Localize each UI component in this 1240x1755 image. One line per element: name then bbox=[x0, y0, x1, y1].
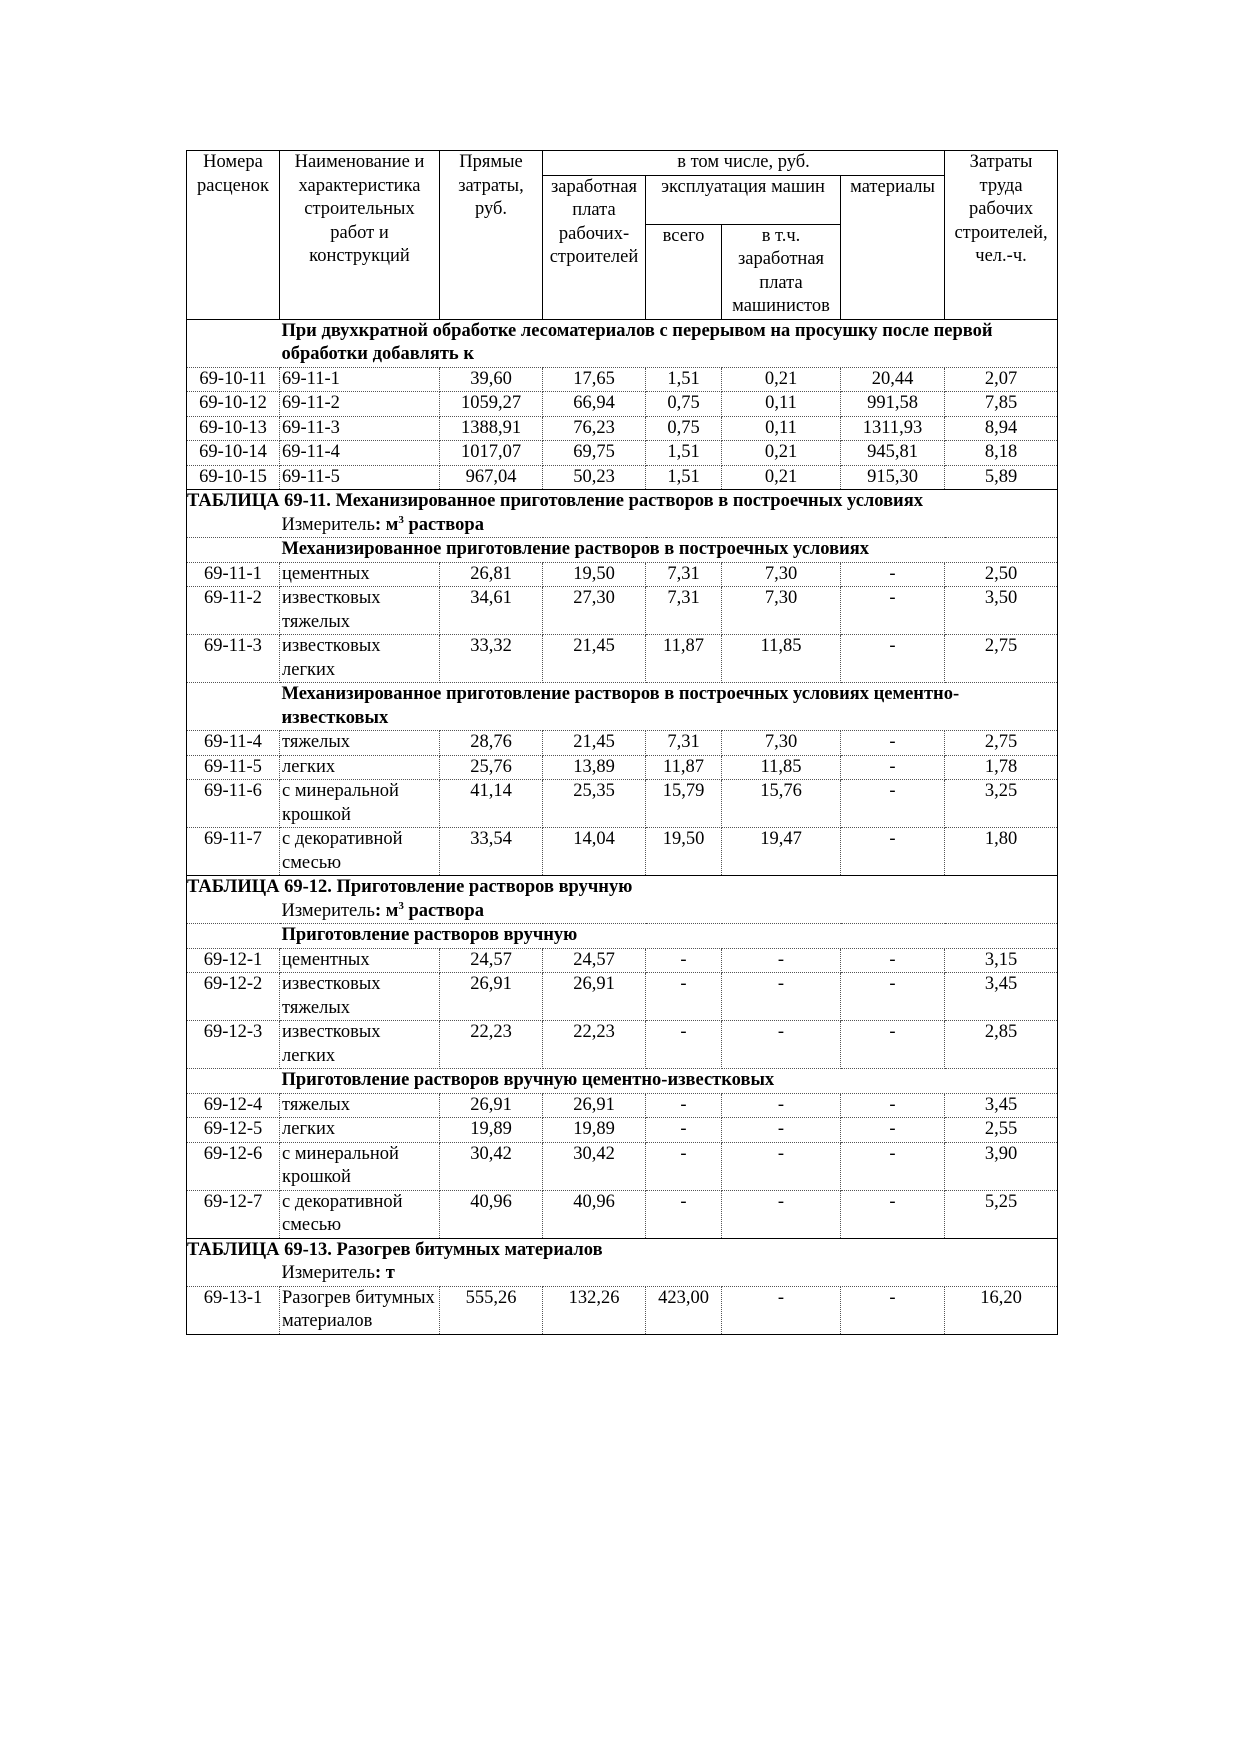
cell-labor-costs: 8,94 bbox=[945, 416, 1058, 441]
cell-labor-costs: 5,89 bbox=[945, 465, 1058, 490]
cell-wages: 40,96 bbox=[543, 1190, 646, 1238]
cell-machines-total: - bbox=[646, 948, 722, 973]
cell-wages: 66,94 bbox=[543, 392, 646, 417]
rates-table bbox=[186, 150, 1058, 1335]
cell-materials: 945,81 bbox=[841, 441, 945, 466]
cell-materials: 1311,93 bbox=[841, 416, 945, 441]
cell-rate-number: 69-12-1 bbox=[187, 948, 280, 973]
cell-work-name: легких bbox=[280, 755, 440, 780]
cell-wages: 21,45 bbox=[543, 635, 646, 683]
measure-row bbox=[187, 1262, 1058, 1286]
measure-cell bbox=[280, 900, 1058, 924]
cell-direct-costs: 1017,07 bbox=[440, 441, 543, 466]
measure-spacer bbox=[187, 514, 280, 538]
cell-labor-costs: 2,85 bbox=[945, 1021, 1058, 1069]
cell-rate-number: 69-10-11 bbox=[187, 367, 280, 392]
cell-wages: 26,91 bbox=[543, 1093, 646, 1118]
table-title-row bbox=[187, 1238, 1058, 1262]
header-labor-costs: Затраты труда рабочих строителей, чел.-ч. bbox=[945, 151, 1058, 320]
section-spacer bbox=[187, 1069, 280, 1094]
cell-labor-costs: 3,90 bbox=[945, 1142, 1058, 1190]
measure-unit: раствора bbox=[403, 900, 484, 921]
cell-machines-total: 1,51 bbox=[646, 441, 722, 466]
cell-machines-wage: - bbox=[722, 1286, 841, 1334]
cell-machines-total: 7,31 bbox=[646, 731, 722, 756]
cell-rate-number: 69-11-3 bbox=[187, 635, 280, 683]
cell-direct-costs: 40,96 bbox=[440, 1190, 543, 1238]
cell-machines-wage: - bbox=[722, 1190, 841, 1238]
cell-work-name: с декоративной смесью bbox=[280, 828, 440, 876]
table-body bbox=[187, 319, 1058, 1334]
cell-labor-costs: 2,55 bbox=[945, 1118, 1058, 1143]
cell-work-name: известковых легких bbox=[280, 635, 440, 683]
section-heading: Механизированное приготовление растворов в построечных условиях bbox=[280, 538, 1058, 563]
section-spacer bbox=[187, 319, 280, 367]
cell-machines-total: 7,31 bbox=[646, 587, 722, 635]
cell-direct-costs: 41,14 bbox=[440, 780, 543, 828]
table-row bbox=[187, 562, 1058, 587]
cell-wages: 25,35 bbox=[543, 780, 646, 828]
cell-work-name: известковых тяжелых bbox=[280, 587, 440, 635]
cell-direct-costs: 39,60 bbox=[440, 367, 543, 392]
cell-machines-wage: 0,21 bbox=[722, 441, 841, 466]
cell-work-name: с минеральной крошкой bbox=[280, 1142, 440, 1190]
section-heading-row bbox=[187, 319, 1058, 367]
table-row bbox=[187, 367, 1058, 392]
table-row bbox=[187, 780, 1058, 828]
cell-labor-costs: 3,25 bbox=[945, 780, 1058, 828]
cell-labor-costs: 3,15 bbox=[945, 948, 1058, 973]
measure-cell bbox=[280, 514, 1058, 538]
cell-machines-total: 11,87 bbox=[646, 755, 722, 780]
cell-machines-wage: - bbox=[722, 973, 841, 1021]
cell-materials: - bbox=[841, 731, 945, 756]
cell-machines-wage: - bbox=[722, 1142, 841, 1190]
section-heading: Приготовление растворов вручную bbox=[280, 924, 1058, 949]
cell-rate-number: 69-11-4 bbox=[187, 731, 280, 756]
cell-labor-costs: 2,75 bbox=[945, 731, 1058, 756]
cell-machines-wage: 11,85 bbox=[722, 755, 841, 780]
section-heading: При двухкратной обработке лесоматериалов с перерывом на просушку после первой обработки добавлять к bbox=[280, 319, 1058, 367]
section-heading: Приготовление растворов вручную цементно-известковых bbox=[280, 1069, 1058, 1094]
cell-wages: 76,23 bbox=[543, 416, 646, 441]
section-heading-row bbox=[187, 1069, 1058, 1094]
header-wages: заработная плата рабочих-строителей bbox=[543, 175, 646, 319]
table-row bbox=[187, 416, 1058, 441]
rates-document bbox=[186, 150, 1057, 1335]
cell-wages: 17,65 bbox=[543, 367, 646, 392]
cell-work-name: 69-11-4 bbox=[280, 441, 440, 466]
cell-direct-costs: 26,91 bbox=[440, 973, 543, 1021]
table-title: ТАБЛИЦА 69-13. Разогрев битумных материалов bbox=[187, 1238, 1058, 1262]
measure-value: : т bbox=[374, 1263, 395, 1283]
table-title: ТАБЛИЦА 69-12. Приготовление растворов вручную bbox=[187, 876, 1058, 900]
cell-direct-costs: 1059,27 bbox=[440, 392, 543, 417]
measure-spacer bbox=[187, 1262, 280, 1286]
cell-direct-costs: 28,76 bbox=[440, 731, 543, 756]
cell-work-name: цементных bbox=[280, 948, 440, 973]
cell-direct-costs: 33,32 bbox=[440, 635, 543, 683]
cell-labor-costs: 1,80 bbox=[945, 828, 1058, 876]
cell-machines-wage: 11,85 bbox=[722, 635, 841, 683]
table-title-row bbox=[187, 490, 1058, 514]
table-row bbox=[187, 828, 1058, 876]
cell-work-name: цементных bbox=[280, 562, 440, 587]
cell-work-name: с минеральной крошкой bbox=[280, 780, 440, 828]
cell-machines-wage: - bbox=[722, 948, 841, 973]
table-row bbox=[187, 1190, 1058, 1238]
cell-machines-total: 423,00 bbox=[646, 1286, 722, 1334]
table-row bbox=[187, 1021, 1058, 1069]
section-spacer bbox=[187, 924, 280, 949]
table-row bbox=[187, 973, 1058, 1021]
cell-rate-number: 69-11-5 bbox=[187, 755, 280, 780]
cell-labor-costs: 5,25 bbox=[945, 1190, 1058, 1238]
cell-labor-costs: 16,20 bbox=[945, 1286, 1058, 1334]
cell-work-name: 69-11-1 bbox=[280, 367, 440, 392]
section-heading-row bbox=[187, 538, 1058, 563]
cell-machines-wage: 7,30 bbox=[722, 731, 841, 756]
cell-machines-total: 1,51 bbox=[646, 367, 722, 392]
table-row bbox=[187, 755, 1058, 780]
cell-materials: 991,58 bbox=[841, 392, 945, 417]
cell-machines-total: - bbox=[646, 1021, 722, 1069]
cell-materials: 915,30 bbox=[841, 465, 945, 490]
measure-label: Измеритель bbox=[281, 514, 375, 535]
table-row bbox=[187, 731, 1058, 756]
cell-materials: - bbox=[841, 948, 945, 973]
cell-machines-total: 1,51 bbox=[646, 465, 722, 490]
cell-rate-number: 69-12-5 bbox=[187, 1118, 280, 1143]
table-row bbox=[187, 1286, 1058, 1334]
section-heading: Механизированное приготовление растворов в построечных условиях цементно-известковых bbox=[280, 683, 1058, 731]
table-row bbox=[187, 1142, 1058, 1190]
cell-rate-number: 69-10-15 bbox=[187, 465, 280, 490]
cell-machines-wage: 0,11 bbox=[722, 416, 841, 441]
cell-labor-costs: 2,07 bbox=[945, 367, 1058, 392]
cell-work-name: 69-11-3 bbox=[280, 416, 440, 441]
cell-direct-costs: 22,23 bbox=[440, 1021, 543, 1069]
cell-machines-wage: 0,11 bbox=[722, 392, 841, 417]
cell-machines-total: 7,31 bbox=[646, 562, 722, 587]
cell-wages: 22,23 bbox=[543, 1021, 646, 1069]
header-work-name: Наименование и характеристика строительных работ и конструкций bbox=[280, 151, 440, 320]
cell-wages: 132,26 bbox=[543, 1286, 646, 1334]
cell-labor-costs: 8,18 bbox=[945, 441, 1058, 466]
header-rate-numbers: Номера расценок bbox=[187, 151, 280, 320]
cell-materials: - bbox=[841, 562, 945, 587]
cell-materials: - bbox=[841, 635, 945, 683]
cell-wages: 19,50 bbox=[543, 562, 646, 587]
cell-materials: - bbox=[841, 1190, 945, 1238]
header-materials: материалы bbox=[841, 175, 945, 319]
cell-materials: - bbox=[841, 1142, 945, 1190]
cell-machines-wage: 7,30 bbox=[722, 587, 841, 635]
measure-row bbox=[187, 900, 1058, 924]
table-row bbox=[187, 635, 1058, 683]
table-row bbox=[187, 465, 1058, 490]
cell-work-name: известковых тяжелых bbox=[280, 973, 440, 1021]
cell-direct-costs: 33,54 bbox=[440, 828, 543, 876]
cell-wages: 26,91 bbox=[543, 973, 646, 1021]
cell-machines-total: - bbox=[646, 1093, 722, 1118]
cell-labor-costs: 2,75 bbox=[945, 635, 1058, 683]
header-machines: эксплуатация машин bbox=[646, 175, 841, 224]
header-machines-total: всего bbox=[646, 224, 722, 319]
cell-wages: 21,45 bbox=[543, 731, 646, 756]
cell-materials: 20,44 bbox=[841, 367, 945, 392]
cell-labor-costs: 3,45 bbox=[945, 973, 1058, 1021]
table-row bbox=[187, 392, 1058, 417]
cell-machines-wage: 15,76 bbox=[722, 780, 841, 828]
section-heading-row bbox=[187, 924, 1058, 949]
cell-work-name: легких bbox=[280, 1118, 440, 1143]
cell-wages: 27,30 bbox=[543, 587, 646, 635]
cell-direct-costs: 34,61 bbox=[440, 587, 543, 635]
cell-wages: 30,42 bbox=[543, 1142, 646, 1190]
cell-direct-costs: 26,91 bbox=[440, 1093, 543, 1118]
cell-rate-number: 69-12-6 bbox=[187, 1142, 280, 1190]
header-including-group: в том числе, руб. bbox=[543, 151, 945, 176]
cell-materials: - bbox=[841, 1093, 945, 1118]
cell-work-name: известковых легких bbox=[280, 1021, 440, 1069]
measure-value: : $м^3$ раствора bbox=[374, 513, 484, 535]
cell-materials: - bbox=[841, 755, 945, 780]
header-machines-wage: в т.ч. заработная плата машинистов bbox=[722, 224, 841, 319]
cell-labor-costs: 1,78 bbox=[945, 755, 1058, 780]
cell-wages: 14,04 bbox=[543, 828, 646, 876]
cell-rate-number: 69-13-1 bbox=[187, 1286, 280, 1334]
measure-spacer bbox=[187, 900, 280, 924]
cell-machines-wage: 0,21 bbox=[722, 367, 841, 392]
table-header bbox=[187, 151, 1058, 320]
cell-work-name: 69-11-2 bbox=[280, 392, 440, 417]
cell-rate-number: 69-12-2 bbox=[187, 973, 280, 1021]
cell-work-name: с декоративной смесью bbox=[280, 1190, 440, 1238]
cell-materials: - bbox=[841, 1118, 945, 1143]
cell-materials: - bbox=[841, 780, 945, 828]
cell-materials: - bbox=[841, 828, 945, 876]
measure-label: Измеритель bbox=[281, 1263, 375, 1283]
cell-rate-number: 69-11-1 bbox=[187, 562, 280, 587]
table-title-row bbox=[187, 876, 1058, 900]
section-spacer bbox=[187, 683, 280, 731]
cell-direct-costs: 1388,91 bbox=[440, 416, 543, 441]
cell-wages: 50,23 bbox=[543, 465, 646, 490]
cell-machines-wage: 19,47 bbox=[722, 828, 841, 876]
cell-rate-number: 69-11-7 bbox=[187, 828, 280, 876]
section-heading-row bbox=[187, 683, 1058, 731]
cell-rate-number: 69-10-12 bbox=[187, 392, 280, 417]
cell-rate-number: 69-11-6 bbox=[187, 780, 280, 828]
cell-rate-number: 69-12-4 bbox=[187, 1093, 280, 1118]
measure-value: : $м^3$ раствора bbox=[374, 899, 484, 921]
cell-labor-costs: 3,45 bbox=[945, 1093, 1058, 1118]
cell-materials: - bbox=[841, 1286, 945, 1334]
cell-direct-costs: 24,57 bbox=[440, 948, 543, 973]
cell-machines-total: - bbox=[646, 1190, 722, 1238]
measure-exponent: 3 bbox=[398, 899, 404, 912]
cell-wages: 24,57 bbox=[543, 948, 646, 973]
cell-materials: - bbox=[841, 973, 945, 1021]
cell-work-name: Разогрев битумных материалов bbox=[280, 1286, 440, 1334]
cell-machines-wage: - bbox=[722, 1021, 841, 1069]
cell-machines-total: - bbox=[646, 1118, 722, 1143]
cell-rate-number: 69-11-2 bbox=[187, 587, 280, 635]
cell-direct-costs: 967,04 bbox=[440, 465, 543, 490]
cell-work-name: тяжелых bbox=[280, 1093, 440, 1118]
cell-rate-number: 69-12-3 bbox=[187, 1021, 280, 1069]
cell-machines-wage: - bbox=[722, 1093, 841, 1118]
measure-cell bbox=[280, 1262, 1058, 1286]
table-title: ТАБЛИЦА 69-11. Механизированное приготовление растворов в построечных условиях bbox=[187, 490, 1058, 514]
cell-direct-costs: 26,81 bbox=[440, 562, 543, 587]
cell-work-name: тяжелых bbox=[280, 731, 440, 756]
cell-wages: 69,75 bbox=[543, 441, 646, 466]
cell-machines-wage: 7,30 bbox=[722, 562, 841, 587]
cell-labor-costs: 2,50 bbox=[945, 562, 1058, 587]
cell-materials: - bbox=[841, 1021, 945, 1069]
measure-row bbox=[187, 514, 1058, 538]
table-row bbox=[187, 441, 1058, 466]
cell-machines-wage: 0,21 bbox=[722, 465, 841, 490]
cell-labor-costs: 7,85 bbox=[945, 392, 1058, 417]
cell-rate-number: 69-12-7 bbox=[187, 1190, 280, 1238]
measure-unit: раствора bbox=[403, 514, 484, 535]
cell-direct-costs: 25,76 bbox=[440, 755, 543, 780]
cell-wages: 19,89 bbox=[543, 1118, 646, 1143]
measure-exponent: 3 bbox=[398, 513, 404, 526]
cell-machines-total: 0,75 bbox=[646, 416, 722, 441]
cell-direct-costs: 555,26 bbox=[440, 1286, 543, 1334]
measure-label: Измеритель bbox=[281, 900, 375, 921]
cell-machines-wage: - bbox=[722, 1118, 841, 1143]
table-row bbox=[187, 1118, 1058, 1143]
cell-direct-costs: 19,89 bbox=[440, 1118, 543, 1143]
cell-machines-total: 0,75 bbox=[646, 392, 722, 417]
table-row bbox=[187, 587, 1058, 635]
cell-machines-total: 11,87 bbox=[646, 635, 722, 683]
section-spacer bbox=[187, 538, 280, 563]
header-direct-costs: Прямые затраты, руб. bbox=[440, 151, 543, 320]
cell-wages: 13,89 bbox=[543, 755, 646, 780]
cell-machines-total: 15,79 bbox=[646, 780, 722, 828]
cell-labor-costs: 3,50 bbox=[945, 587, 1058, 635]
table-row bbox=[187, 1093, 1058, 1118]
cell-direct-costs: 30,42 bbox=[440, 1142, 543, 1190]
cell-machines-total: - bbox=[646, 973, 722, 1021]
cell-machines-total: 19,50 bbox=[646, 828, 722, 876]
cell-work-name: 69-11-5 bbox=[280, 465, 440, 490]
cell-machines-total: - bbox=[646, 1142, 722, 1190]
cell-rate-number: 69-10-13 bbox=[187, 416, 280, 441]
table-row bbox=[187, 948, 1058, 973]
cell-rate-number: 69-10-14 bbox=[187, 441, 280, 466]
cell-materials: - bbox=[841, 587, 945, 635]
